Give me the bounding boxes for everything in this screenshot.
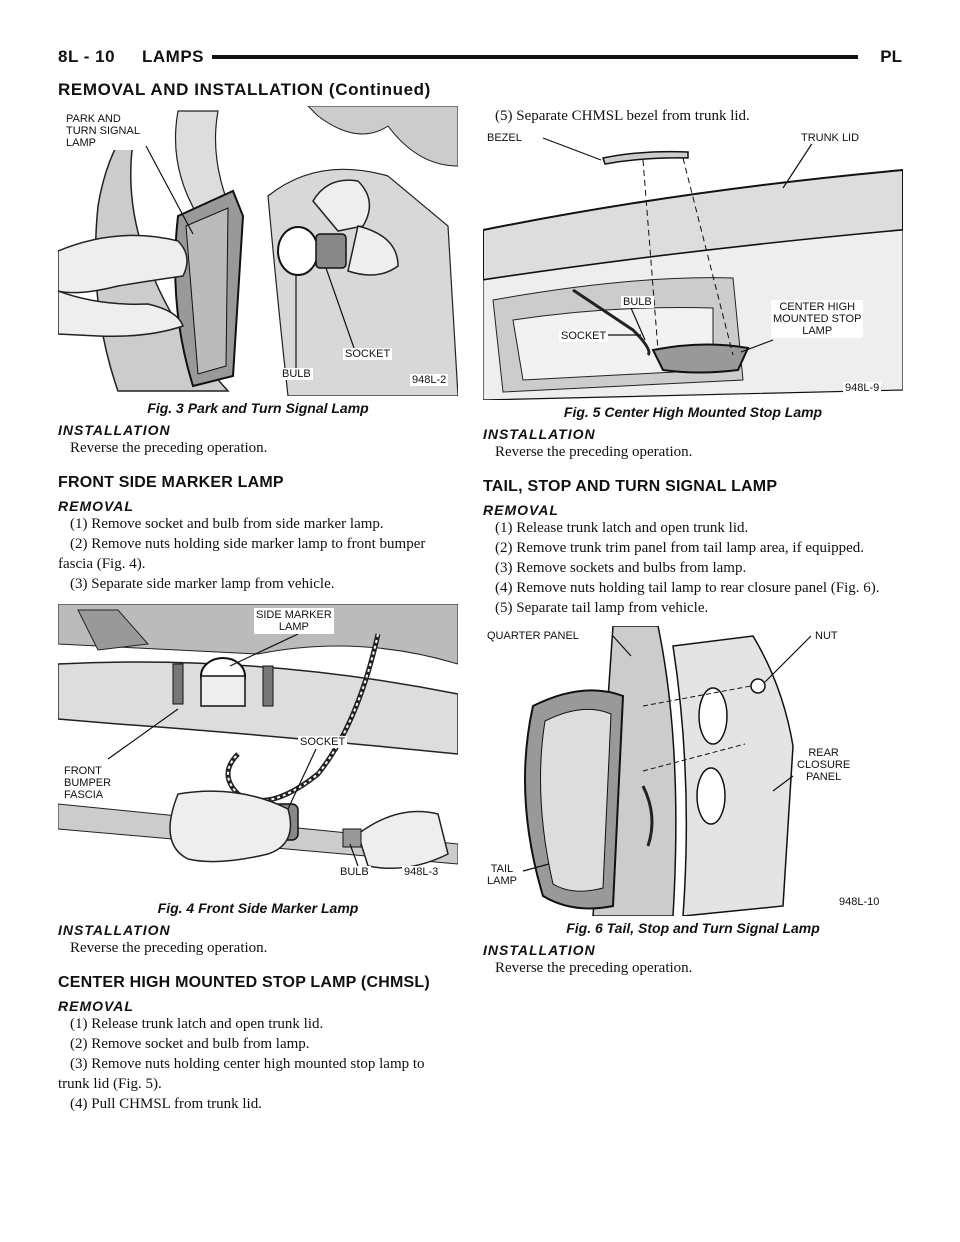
figure-code: 948L-10: [839, 896, 880, 908]
page-header: [58, 47, 902, 75]
installation-text: Reverse the preceding operation.: [495, 444, 693, 460]
step-text: (3) Separate side marker lamp from vehicle.: [70, 576, 335, 592]
step-text: (5) Separate tail lamp from vehicle.: [495, 600, 709, 616]
header-rule: [212, 55, 858, 59]
figure-code: 948L-2: [412, 374, 447, 386]
figure-6: [483, 626, 903, 916]
label-bulb: BULB: [340, 866, 369, 878]
step-text: (5) Separate CHMSL bezel from trunk lid.: [495, 108, 750, 124]
chmsl-illustration: [483, 130, 903, 400]
figure-code: 948L-3: [404, 866, 439, 878]
installation-heading: INSTALLATION: [483, 426, 596, 442]
label-quarter-panel: QUARTER PANEL: [487, 630, 579, 642]
continued-title: REMOVAL AND INSTALLATION (Continued): [58, 80, 431, 99]
step-text: (4) Remove nuts holding tail lamp to rear closure panel (Fig. 6).: [495, 580, 880, 596]
installation-heading: INSTALLATION: [58, 922, 171, 938]
label-socket: SOCKET: [300, 736, 346, 748]
figure-3-caption: Fig. 3 Park and Turn Signal Lamp: [147, 400, 369, 416]
step-text: (3) Remove nuts holding center high mounted stop lamp to trunk lid (Fig. 5).: [58, 1056, 425, 1092]
page-number: 8L - 10: [58, 47, 116, 66]
section-title-chmsl: CENTER HIGH MOUNTED STOP LAMP (CHMSL): [58, 974, 430, 991]
section-name: LAMPS: [142, 47, 204, 66]
removal-heading: REMOVAL: [58, 498, 134, 514]
step-text: (2) Remove trunk trim panel from tail lamp area, if equipped.: [495, 540, 865, 556]
figure-4: [58, 604, 458, 896]
installation-text: Reverse the preceding operation.: [70, 440, 268, 456]
step-text: (1) Release trunk latch and open trunk lid.: [495, 520, 749, 536]
label-rear-closure-panel: REAR CLOSURE PANEL: [797, 747, 851, 783]
label-park-turn-signal-lamp: PARK AND TURN SIGNAL LAMP: [66, 113, 140, 149]
removal-heading: REMOVAL: [483, 502, 559, 518]
label-tail-lamp: TAIL LAMP: [487, 863, 517, 887]
installation-text: Reverse the preceding operation.: [70, 940, 268, 956]
label-trunk-lid: TRUNK LID: [801, 132, 860, 144]
figure-4-caption: Fig. 4 Front Side Marker Lamp: [157, 900, 359, 916]
side-marker-lamp-illustration: [58, 604, 458, 896]
section-title-front-side-marker: FRONT SIDE MARKER LAMP: [58, 474, 284, 491]
removal-heading: REMOVAL: [58, 998, 134, 1014]
step-text: (3) Remove sockets and bulbs from lamp.: [495, 560, 747, 576]
step-text: (2) Remove socket and bulb from lamp.: [70, 1036, 310, 1052]
label-bulb: BULB: [282, 368, 311, 380]
label-nut: NUT: [815, 630, 838, 642]
label-chmsl: CENTER HIGH MOUNTED STOP LAMP: [773, 301, 862, 337]
model-code: PL: [880, 47, 902, 66]
installation-heading: INSTALLATION: [483, 942, 596, 958]
label-socket: SOCKET: [561, 330, 607, 342]
installation-heading: INSTALLATION: [58, 422, 171, 438]
figure-3: [58, 106, 458, 396]
figure-5: [483, 130, 903, 400]
label-side-marker-lamp: SIDE MARKER LAMP: [256, 609, 332, 633]
step-text: (1) Remove socket and bulb from side marker lamp.: [70, 516, 384, 532]
right-column: [483, 106, 903, 978]
step-text: (2) Remove nuts holding side marker lamp to front bumper fascia (Fig. 4).: [58, 536, 426, 572]
label-front-bumper-fascia: FRONT BUMPER FASCIA: [64, 765, 112, 801]
figure-code: 948L-9: [845, 382, 880, 394]
section-title-tail-lamp: TAIL, STOP AND TURN SIGNAL LAMP: [483, 478, 778, 495]
installation-text: Reverse the preceding operation.: [495, 960, 693, 976]
label-bezel: BEZEL: [487, 132, 522, 144]
step-text: (4) Pull CHMSL from trunk lid.: [70, 1096, 262, 1112]
step-text: (1) Release trunk latch and open trunk lid.: [70, 1016, 324, 1032]
label-bulb: BULB: [623, 296, 652, 308]
left-column: [58, 106, 458, 1114]
label-socket: SOCKET: [345, 348, 391, 360]
figure-5-caption: Fig. 5 Center High Mounted Stop Lamp: [563, 404, 823, 420]
figure-6-caption: Fig. 6 Tail, Stop and Turn Signal Lamp: [566, 920, 820, 936]
